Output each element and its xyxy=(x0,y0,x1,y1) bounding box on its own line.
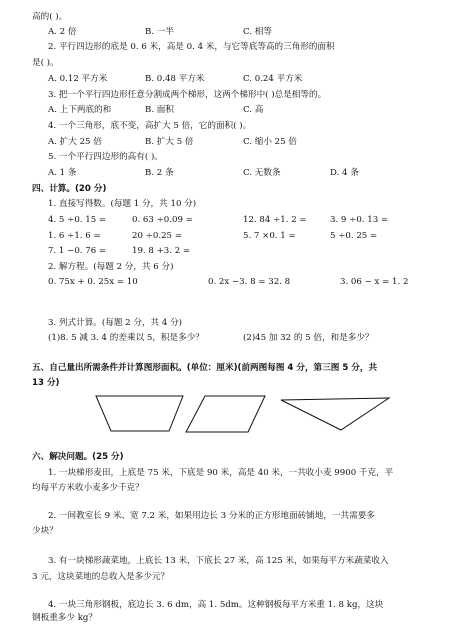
parallelogram-figure xyxy=(186,396,265,432)
problem-1-line2: 均每平方米收小麦多少千克？ xyxy=(32,483,144,493)
calc-item: 7. 1 −0. 76 = xyxy=(48,246,107,256)
question-5: 5. 一个平行四边形的高有( )。 xyxy=(48,152,163,162)
option-b: B. 2 条 xyxy=(145,168,174,178)
option-c: C. 高 xyxy=(243,105,264,115)
triangle-figure xyxy=(281,398,389,430)
part-3-heading: 3. 列式计算。(每题 2 分，共 4 分) xyxy=(48,318,183,328)
equation: 3. 06 − x = 1. 2 xyxy=(340,277,409,287)
question-3: 3. 把一个平行四边形任意分割成两个梯形，这两个梯形中( )总是相等的。 xyxy=(48,90,327,100)
option-b: B. 0.48 平方米 xyxy=(145,74,205,84)
equation: 0. 75x + 0. 25x = 10 xyxy=(48,277,138,287)
calc-item: 0. 63 ÷0.09 = xyxy=(132,215,193,225)
problem-4-line2: 钢板重多少 kg？ xyxy=(32,613,98,623)
problem-4-line1: 4. 一块三角形钢板，底边长 3. 6 dm，高 1. 5dm。这种钢板每平方米重 1. 8 kg，这块 xyxy=(48,600,384,610)
option-c: C. 无数条 xyxy=(243,168,281,178)
option-b: B. 面积 xyxy=(145,105,174,115)
word-calc-1: (1)8. 5 减 3. 4 的差乘以 5，积是多少？ xyxy=(48,333,204,343)
option-a: A. 扩大 25 倍 xyxy=(48,137,102,147)
problem-3-line2: 3 元，这块菜地的总收入是多少元？ xyxy=(32,572,170,582)
option-c: C. 0.24 平方米 xyxy=(243,74,303,84)
part-2-heading: 2. 解方程。(每题 2 分，共 6 分) xyxy=(48,262,174,272)
calc-item: 5. 7 ×0. 1 = xyxy=(243,231,296,241)
option-a: A. 1 条 xyxy=(48,168,77,178)
option-b: B. 一半 xyxy=(145,27,174,37)
problem-1-line1: 1. 一块梯形麦田，上底是 75 米，下底是 90 米，高是 40 米，一共收小麦 9900 千克，平 xyxy=(48,468,394,478)
trapezoid-figure xyxy=(96,396,183,431)
question-tail: 高的( )。 xyxy=(32,12,68,22)
section-4-title: 四、计算。(20 分) xyxy=(32,184,107,194)
question-4: 4. 一个三角形，底不变，高扩大 5 倍，它的面积( )。 xyxy=(48,121,252,131)
calc-item: 4. 5 ÷0. 15 = xyxy=(48,215,107,225)
problem-2-line1: 2. 一间教室长 9 米、宽 7.2 米，如果用边长 3 分米的正方形地面砖铺地，一共需要多 xyxy=(48,511,375,521)
option-b: B. 扩大 5 倍 xyxy=(145,137,194,147)
option-a: A. 上下两底的和 xyxy=(48,105,112,115)
part-1-heading: 1. 直接写得数。(每题 1 分，共 10 分) xyxy=(48,199,197,209)
option-d: D. 4 条 xyxy=(330,168,359,178)
calc-item: 19. 8 +3. 2 = xyxy=(132,246,191,256)
option-c: C. 缩小 25 倍 xyxy=(243,137,297,147)
calc-item: 5 ÷0. 25 = xyxy=(330,231,378,241)
question-2-line2: 是( )。 xyxy=(32,58,59,68)
question-2-line1: 2. 平行四边形的底是 0. 6 米，高是 0. 4 米，与它等底等高的三角形的面积 xyxy=(48,42,335,52)
geometry-figures xyxy=(0,390,470,440)
calc-item: 20 ÷0.25 = xyxy=(132,231,182,241)
section-5-title-cont: 13 分) xyxy=(32,378,60,388)
option-c: C. 相等 xyxy=(243,27,272,37)
calc-item: 3. 9 ÷0. 13 = xyxy=(330,215,389,225)
problem-3-line1: 3. 有一块梯形蔬菜地，上底长 13 米，下底长 27 米，高 125 米，如果每平方米蔬菜收入 xyxy=(48,556,389,566)
equation: 0. 2x −3. 8 = 32. 8 xyxy=(208,277,291,287)
calc-item: 12. 84 ÷1. 2 = xyxy=(243,215,307,225)
problem-2-line2: 少块？ xyxy=(32,526,58,536)
section-6-title: 六、解决问题。(25 分) xyxy=(32,452,124,462)
option-a: A. 0.12 平方米 xyxy=(48,74,108,84)
section-5-title: 五、自己量出所需条件并计算图形面积。(单位：厘米)(前两图每图 4 分，第三图 5 分，共 xyxy=(32,363,378,373)
calc-item: 1. 6 ÷1. 6 = xyxy=(48,231,101,241)
option-a: A. 2 倍 xyxy=(48,27,77,37)
word-calc-2: (2)45 加 32 的 5 倍，和是多少？ xyxy=(243,333,374,343)
